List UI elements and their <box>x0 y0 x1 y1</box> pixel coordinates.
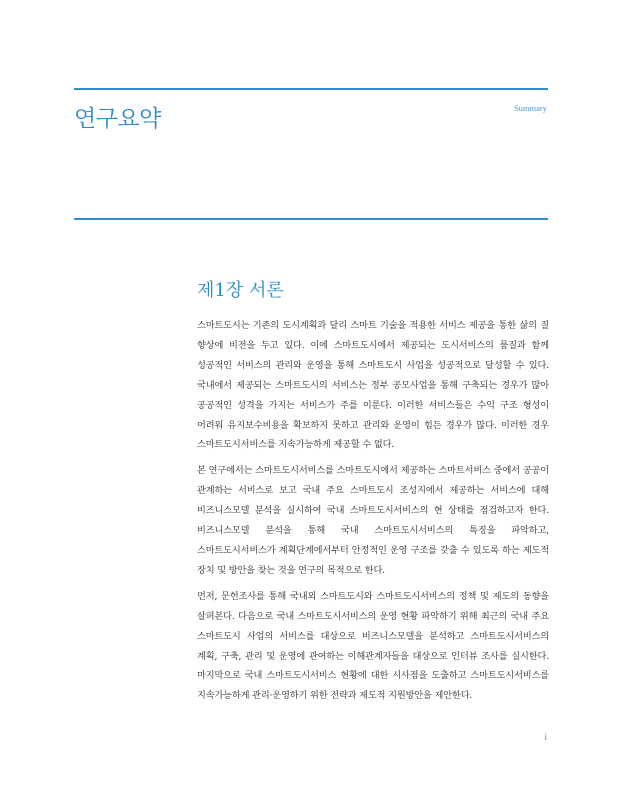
chapter-body <box>197 316 549 712</box>
body-paragraph: 스마트도시는 기존의 도시계획과 달리 스마트 기술을 적용한 서비스 제공을 통한 삶의 질 향상에 비전을 두고 있다. 이에 스마트도시에서 제공되는 도시서비스의 품질과 함께 성공적인 서비스의 관리와 운영을 통해 스마트도시 사업을 성공적으로 달성할 수 있다. 국내에서 제공되는 스마트도시의 서비스는 정부 공모사업을 통해 구축되는 경우가 많아 공공적인 성격을 가지는 서비스가 주를 이룬다. 이러한 서비스들은 수익 구조 형성이 어려워 유지보수비용을 확보하지 못하고 관리와 운영이 힘든 경우가 많다. 이러한 경우 스마트도시서비스를 지속가능하게 제공할 수 없다. <box>197 320 549 451</box>
header-bottom-rule <box>74 218 548 220</box>
section-label: Summary <box>513 103 547 113</box>
chapter-title: 제1장 서론 <box>197 280 284 301</box>
body-paragraph: 먼저, 문헌조사를 통해 국내외 스마트도시와 스마트도시서비스의 정책 및 제도의 동향을 살펴본다. 다음으로 국내 스마트도시서비스의 운영 현황 파악하기 위해 최근의 국내 주요 스마트도시 사업의 서비스를 대상으로 비즈니스모델을 분석하고 스마트도시서비스의 계획, 구축, 관리 및 운영에 관여하는 이해관계자들을 대상으로 인터뷰 조사를 실시한다. 마지막으로 국내 스마트도시서비스 현황에 대한 시사점을 도출하고 스마트도시서비스를 지속가능하게 관리·운영하기 위한 전략과 제도적 지원방안을 제안한다. <box>197 590 549 702</box>
page-title: 연구요약 <box>74 106 161 132</box>
body-paragraph: 본 연구에서는 스마트도시서비스를 스마트도시에서 제공하는 스마트서비스 중에서 공공이 관계하는 서비스로 보고 국내 주요 스마트도시 조성지에서 제공하는 서비스에 대해 비즈니스모델 분석을 실시하여 국내 스마트도시서비스의 현 상태를 점검하고자 한다. 비즈니스모델 분석을 통해 국내 스마트도시서비스의 특징을 파악하고, 스마트도시서비스가 계획단계에서부터 안정적인 운영 구조를 갖출 수 있도록 하는 제도적 장치 및 방안을 찾는 것을 연구의 목적으로 한다. <box>197 465 549 576</box>
page-number: i <box>544 732 547 742</box>
header-top-rule <box>74 88 548 90</box>
